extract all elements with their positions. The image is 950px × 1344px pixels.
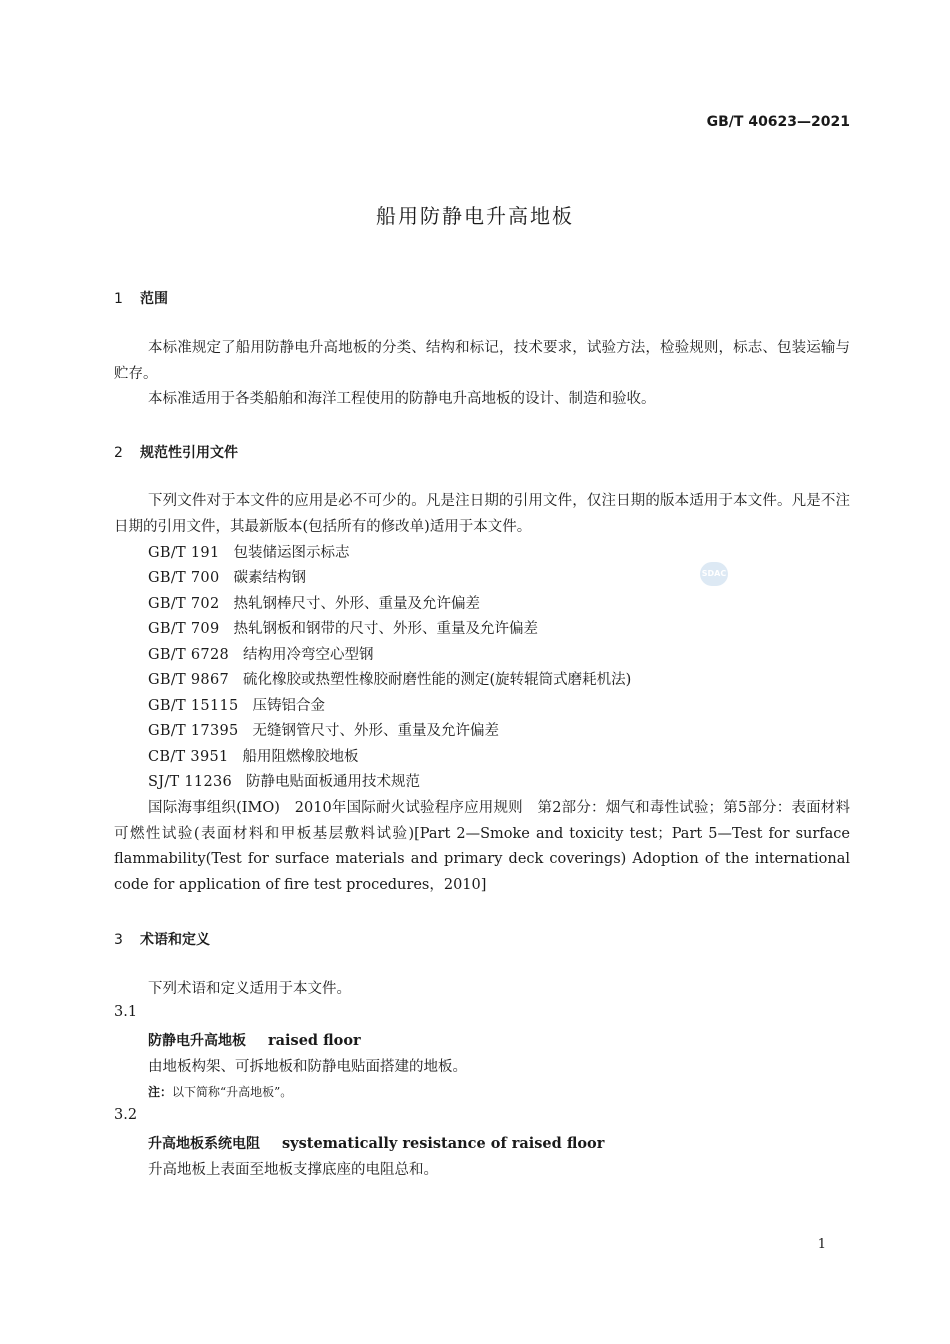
reference-title: 碳素结构钢 (233, 570, 306, 586)
scope-paragraph-2: 本标准适用于各类船舶和海洋工程使用的防静电升高地板的设计、制造和验收。 (148, 391, 656, 407)
reference-code: GB/T 6728 (148, 647, 230, 663)
section-number: 2 (114, 445, 123, 461)
reference-code: GB/T 700 (148, 570, 220, 586)
term-definition: 由地板构架、可拆地板和防静电贴面搭建的地板。 (148, 1059, 467, 1075)
reference-item (148, 770, 420, 791)
reference-title: 无缝钢管尺寸、外形、重量及允许偏差 (252, 723, 500, 739)
reference-item (148, 643, 374, 664)
term-heading (148, 1133, 604, 1153)
reference-code: GB/T 709 (148, 621, 220, 637)
reference-code: GB/T 191 (148, 545, 220, 561)
terms-intro: 下列术语和定义适用于本文件。 (148, 981, 351, 997)
imo-reference: 国际海事组织(IMO) 2010年国际耐火试验程序应用规则 第2部分：烟气和毒性试验；第5部分：表面材料可燃性试验(表面材料和甲板基层敷料试验)[Part 2—Smoke and toxicity test；Part 5—Test for surface flammability(Test for surface materials and primary deck coverings) Adoption of the international code for application of fire test procedures，2010] (114, 800, 850, 893)
reference-item (148, 541, 349, 562)
reference-title: 硫化橡胶或热塑性橡胶耐磨性能的测定(旋转辊筒式磨耗机法) (243, 672, 632, 688)
reference-title: 热轧钢棒尺寸、外形、重量及允许偏差 (233, 596, 480, 612)
standard-number: GB/T 40623—2021 (706, 114, 850, 130)
term-chinese: 升高地板系统电阻 (148, 1136, 260, 1152)
clause-number: 3.1 (114, 1004, 138, 1020)
term-note (148, 1083, 292, 1100)
normative-intro: 下列文件对于本文件的应用是必不可少的。凡是注日期的引用文件，仅注日期的版本适用于本文件。凡是不注日期的引用文件，其最新版本(包括所有的修改单)适用于本文件。 (114, 493, 850, 535)
reference-item (148, 694, 325, 715)
reference-code: GB/T 17395 (148, 723, 239, 739)
reference-item (148, 668, 631, 689)
reference-code: GB/T 702 (148, 596, 220, 612)
section-title: 范围 (140, 291, 168, 307)
document-title: 船用防静电升高地板 (376, 204, 574, 228)
section-number: 1 (114, 291, 123, 307)
reference-item (148, 617, 538, 638)
reference-title: 压铸铝合金 (252, 698, 326, 714)
reference-code: GB/T 9867 (148, 672, 230, 688)
reference-title: 船用阻燃橡胶地板 (242, 749, 359, 765)
reference-code: GB/T 15115 (148, 698, 239, 714)
note-text: 以下简称“升高地板”。 (172, 1085, 293, 1099)
clause-number: 3.2 (114, 1107, 138, 1123)
reference-title: 结构用冷弯空心型钢 (243, 647, 374, 663)
term-english: systematically resistance of raised floor (282, 1135, 605, 1152)
scope-paragraph-1: 本标准规定了船用防静电升高地板的分类、结构和标记，技术要求，试验方法，检验规则，标志、包装运输与贮存。 (114, 340, 850, 382)
reference-item (148, 566, 306, 587)
reference-title: 热轧钢板和钢带的尺寸、外形、重量及允许偏差 (233, 621, 538, 637)
watermark-logo: SDAC (700, 562, 728, 586)
note-label: 注： (148, 1085, 173, 1099)
section-heading-terms (114, 929, 210, 949)
reference-code: SJ/T 11236 (148, 774, 233, 790)
reference-item (148, 719, 499, 740)
reference-code: CB/T 3951 (148, 749, 229, 765)
reference-item (148, 592, 480, 613)
term-heading (148, 1030, 361, 1050)
reference-title: 防静电贴面板通用技术规范 (246, 774, 421, 790)
section-heading-scope (114, 288, 168, 308)
term-definition: 升高地板上表面至地板支撑底座的电阻总和。 (148, 1162, 438, 1178)
section-heading-normative (114, 442, 238, 462)
section-title: 术语和定义 (140, 932, 210, 948)
term-english: raised floor (268, 1032, 361, 1049)
page-number: 1 (817, 1237, 826, 1252)
section-number: 3 (114, 932, 123, 948)
term-chinese: 防静电升高地板 (148, 1033, 246, 1049)
reference-title: 包装储运图示标志 (233, 545, 350, 561)
section-title: 规范性引用文件 (140, 445, 238, 461)
reference-item (148, 745, 359, 766)
